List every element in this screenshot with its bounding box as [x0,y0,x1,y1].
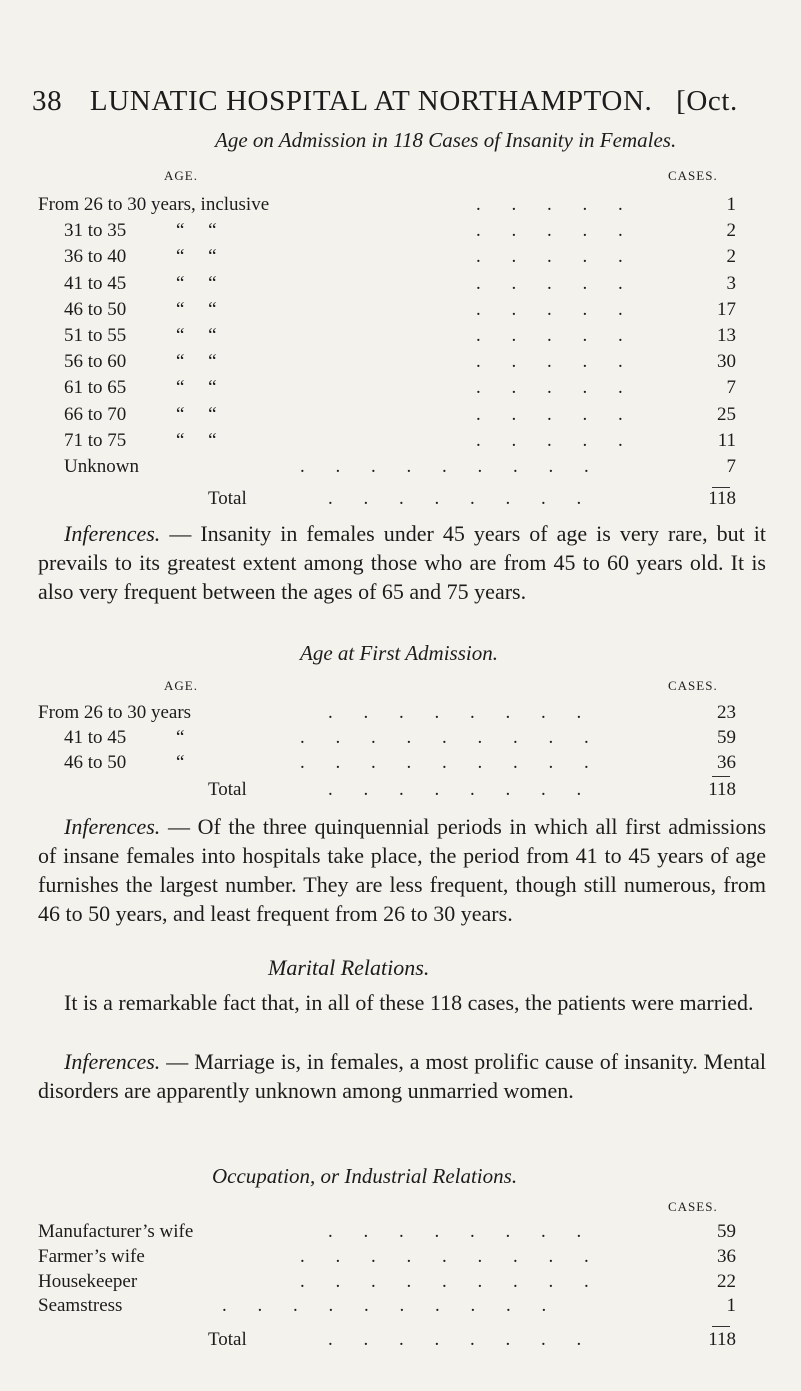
table3-total-value: 118 [708,1329,736,1350]
table2-leader: . . . . . . . . [328,702,595,723]
table1-total-row [0,488,801,514]
table1-label: From 26 to 30 years, inclusive [38,194,270,215]
table1-ditto: “ “ [176,220,217,242]
table1-ditto: “ “ [176,325,217,346]
inferences-lead: Inferences. [64,521,161,546]
table3-caption: Occupation, or Industrial Relations. [212,1164,518,1188]
table1-total-leader: . . . . . . . . [328,488,595,509]
table1-row [0,246,801,272]
table1-label: 61 to 65 [64,377,127,399]
inferences-paragraph-3 [38,1047,766,1105]
table1-leader: . . . . . [476,298,636,320]
table3-row [0,1221,801,1247]
table1-leader: . . . . . [476,272,636,294]
table1-cases: 11 [717,429,736,451]
table2-total-leader: . . . . . . . . [328,779,595,800]
table3-label: Seamstress [38,1295,123,1317]
table3-leader: . . . . . . . . . [300,1270,602,1292]
table1-row [0,377,801,403]
table2-col-cases: CASES. [668,678,718,693]
table3-total-row [0,1329,801,1355]
table1-cases: 2 [726,220,736,242]
table3-leader: . . . . . . . . . [300,1245,602,1267]
table1-leader: . . . . . . . . . [300,456,602,477]
table2-cases: 23 [717,702,736,723]
table3-total-rule [712,1326,730,1327]
table2-label: 41 to 45 [64,726,127,748]
table1-label: 51 to 55 [64,325,127,346]
table1-label: 71 to 75 [64,429,127,451]
table1-leader: . . . . . [476,377,636,399]
table2-leader: . . . . . . . . . [300,751,602,773]
table2-leader: . . . . . . . . . [300,726,602,748]
table2-total-rule [712,776,730,777]
table1-row [0,404,801,430]
table3-total-leader: . . . . . . . . [328,1329,595,1350]
table3-label: Housekeeper [38,1270,138,1292]
paragraph-text: — Insanity in females under 45 years of age is very rare, but it prevails to its greatest extent among those who are from 45 to 60 years old. It is also very frequent between the ages of 65 and 75 years. [38,521,766,604]
table1-cases: 17 [717,298,736,320]
table1-cases: 25 [717,403,736,425]
table2-total-row [0,779,801,805]
table3-row [0,1295,801,1321]
paragraph-text: — Of the three quinquennial periods in which all first admissions of insane females into hospitals take place, the period from 41 to 45 years of age furnishes the largest number. They are less frequent, though still numerous, from 46 to 50 years, and least frequent from 26 to 30 years. [38,814,766,926]
table1-row [0,351,801,377]
inferences-paragraph-2 [38,812,766,928]
table1-ditto: “ “ [176,272,217,294]
table3-cases: 59 [717,1221,736,1242]
table2-ditto: “ [176,751,185,773]
table2-cases: 59 [717,726,736,748]
table3-leader: . . . . . . . . . . [222,1295,560,1317]
table1-cases: 3 [726,272,736,294]
table1-total-value: 118 [708,488,736,509]
table2-total-value: 118 [708,779,736,800]
running-title: LUNATIC HOSPITAL AT NORTHAMPTON. [89,85,653,117]
table1-cases: 1 [726,194,736,215]
table3-cases: 36 [717,1245,736,1267]
table1-cases: 13 [717,325,736,346]
table1-row [0,220,801,246]
table1-leader: . . . . . [476,246,636,268]
table1-cases: 30 [717,351,736,373]
table1-ditto: “ “ [176,298,217,320]
paragraph-text: It is a remarkable fact that, in all of these 118 cases, the patients were married. [64,990,754,1015]
table1-col-cases: CASES. [668,168,718,183]
table2-col-age: AGE. [164,678,198,693]
table3-label: Farmer’s wife [38,1245,145,1267]
table2-total-label: Total [208,779,247,800]
table3-row [0,1271,801,1297]
section-heading: Marital Relations. [268,955,430,980]
table1-label: Unknown [64,456,139,477]
table1-row [0,325,801,351]
table1-row [0,273,801,299]
table2-label: 46 to 50 [64,751,127,773]
table2-row [0,727,801,753]
table1-ditto: “ “ [176,351,217,373]
table1-col-age: AGE. [164,168,198,183]
table1-caption: Age on Admission in 118 Cases of Insanity in Females. [215,128,677,152]
marital-paragraph [38,988,766,1017]
table1-label: 41 to 45 [64,272,127,294]
inferences-paragraph-1 [38,519,766,606]
table2-cases: 36 [717,751,736,773]
table1-total-label: Total [208,488,247,509]
inferences-lead: Inferences. [64,814,161,839]
table3-leader: . . . . . . . . [328,1221,595,1242]
table3-cases: 1 [726,1295,736,1317]
table1-ditto: “ “ [176,246,217,268]
table1-leader: . . . . . [476,403,636,425]
paragraph-text: — Marriage is, in females, a most prolific cause of insanity. Mental disorders are apparently unknown among unmarried women. [38,1049,766,1103]
table1-cases: 7 [726,456,736,477]
table1-label: 31 to 35 [64,220,127,242]
table1-label: 56 to 60 [64,351,127,373]
table1-row [0,194,801,220]
table3-col-cases: CASES. [668,1199,718,1214]
table3-cases: 22 [717,1270,736,1292]
table1-cases: 7 [726,377,736,399]
table1-cases: 2 [726,246,736,268]
table1-leader: . . . . . [476,194,636,215]
table1-ditto: “ “ [176,377,217,399]
inferences-lead: Inferences. [64,1049,161,1074]
table1-row [0,430,801,456]
table1-leader: . . . . . [476,325,636,346]
table2-ditto: “ [176,726,185,748]
table1-leader: . . . . . [476,220,636,242]
table3-row [0,1246,801,1272]
table3-total-label: Total [208,1329,247,1350]
running-head [32,85,772,118]
table1-label: 36 to 40 [64,246,127,268]
table1-row [0,299,801,325]
table1-ditto: “ “ [176,403,217,425]
table1-label: 46 to 50 [64,298,127,320]
table3-label: Manufacturer’s wife [38,1221,194,1242]
table1-row [0,456,801,482]
running-date: [Oct. [676,85,738,117]
table1-leader: . . . . . [476,351,636,373]
table2-label: From 26 to 30 years [38,702,192,723]
table2-row [0,752,801,778]
page-number: 38 [32,85,63,117]
table2-row [0,702,801,728]
table1-label: 66 to 70 [64,403,127,425]
table2-caption: Age at First Admission. [300,641,498,665]
table1-leader: . . . . . [476,429,636,451]
table1-ditto: “ “ [176,429,217,451]
